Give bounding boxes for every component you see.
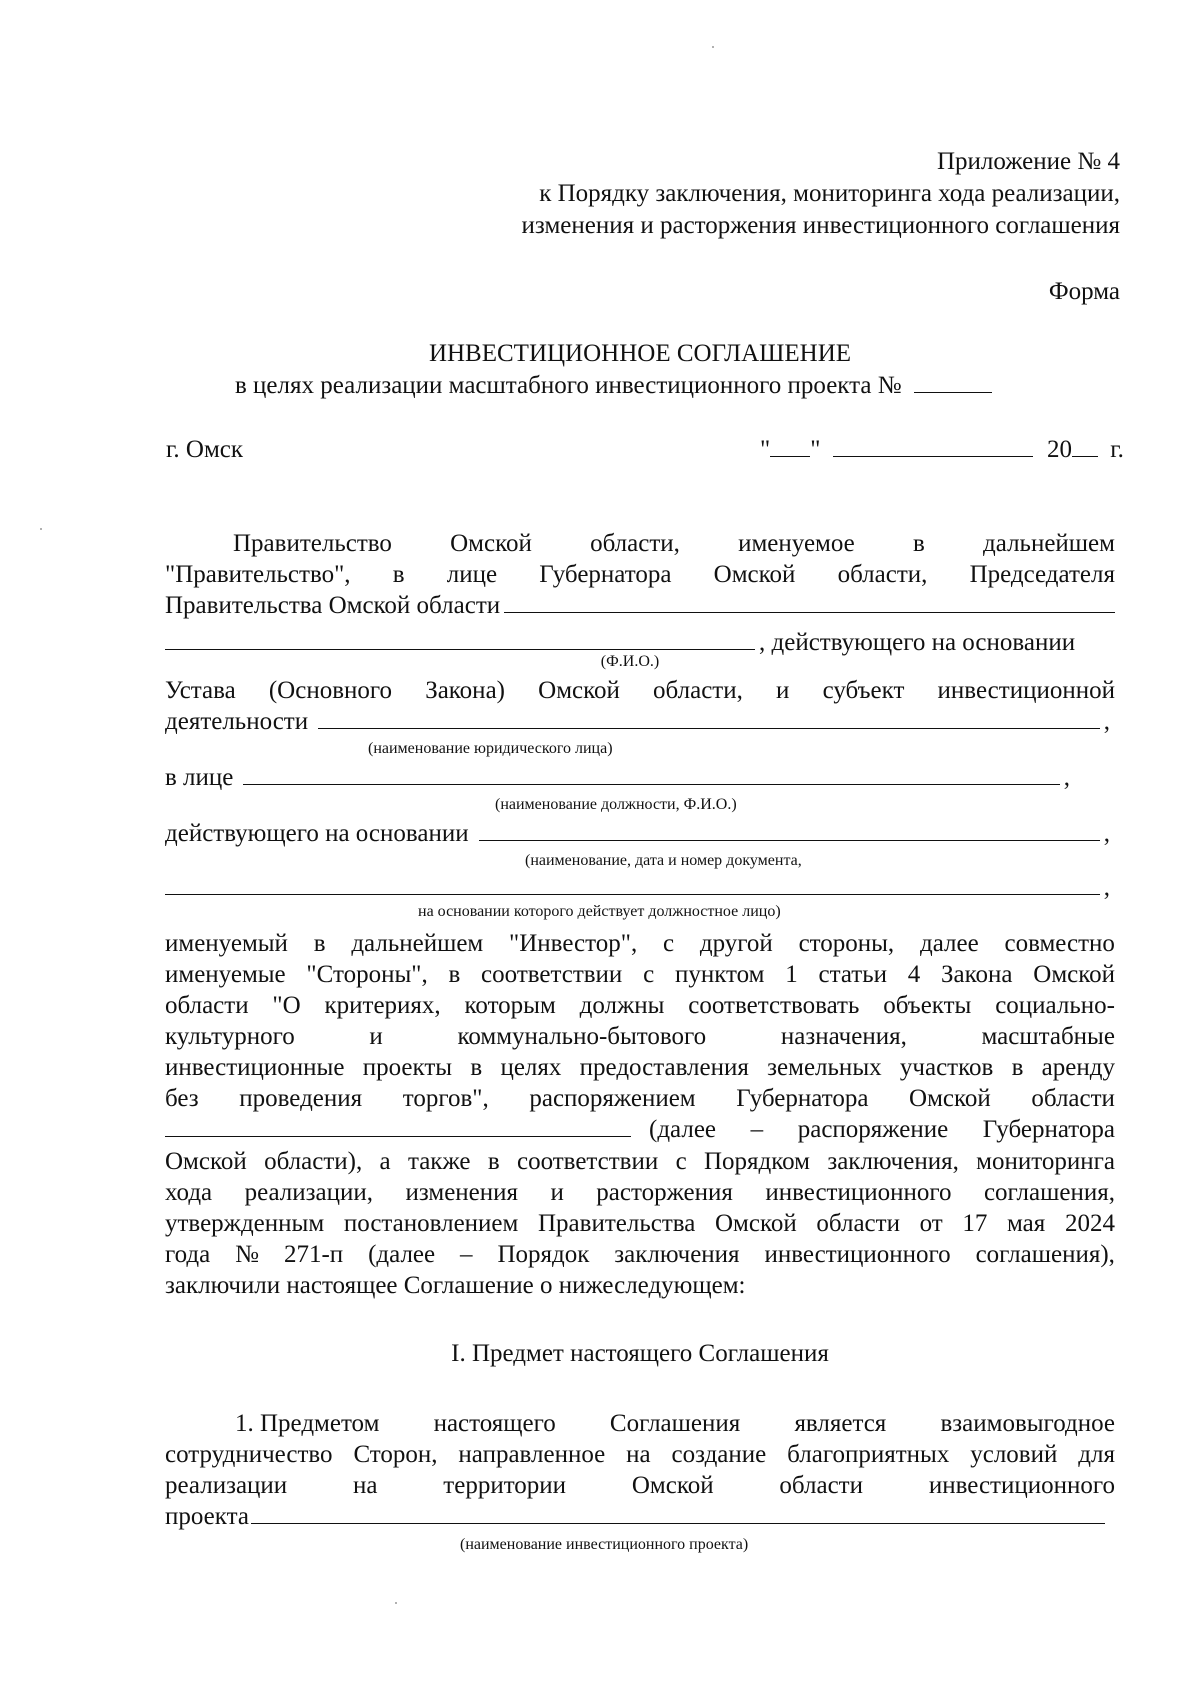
- word: 271-п: [283, 1241, 344, 1268]
- project-number-blank: [914, 370, 992, 393]
- body-line: [165, 1208, 1115, 1239]
- document-blank-2: [165, 872, 1100, 895]
- word: №: [235, 1241, 260, 1268]
- word: расторжения: [596, 1179, 733, 1206]
- acting-basis-label: действующего на основании: [165, 820, 469, 847]
- word: Устава: [165, 677, 236, 704]
- word: (далее: [368, 1241, 436, 1268]
- word: мая: [1007, 1210, 1046, 1237]
- project-name-blank: [251, 1501, 1105, 1524]
- word: области,: [837, 561, 928, 588]
- appendix-reference-line-2: изменения и расторжения инвестиционного соглашения: [521, 212, 1120, 239]
- word: далее: [919, 930, 979, 957]
- word: земельных: [767, 1054, 882, 1081]
- word: с: [643, 961, 655, 988]
- word: объекты: [883, 992, 972, 1019]
- word: "О: [272, 992, 301, 1019]
- year-suffix: г.: [1110, 436, 1124, 463]
- word: соответствии: [481, 961, 623, 988]
- word: Омской: [909, 1085, 991, 1112]
- word: и: [369, 1023, 383, 1050]
- word: постановлением: [343, 1210, 519, 1237]
- word: области),: [264, 1148, 363, 1175]
- chairman-name-blank: [504, 590, 1115, 613]
- word: которым: [464, 992, 556, 1019]
- document-blank: [479, 818, 1100, 841]
- represented-by-label: в лице: [165, 764, 234, 791]
- word: области: [779, 1472, 863, 1499]
- word: (Основного: [268, 677, 393, 704]
- parties-line-6: [165, 706, 1110, 737]
- word: области: [1031, 1085, 1115, 1112]
- word: Закона): [425, 677, 505, 704]
- fio-blank: [165, 627, 755, 650]
- body-line: [165, 928, 1115, 959]
- word: именуемые: [165, 961, 286, 988]
- comma: ,: [1103, 708, 1110, 735]
- word: в: [913, 530, 925, 557]
- appendix-number: Приложение № 4: [936, 148, 1120, 175]
- word: соглашения),: [975, 1241, 1115, 1268]
- word: социально-: [995, 992, 1115, 1019]
- word: проекты: [362, 1054, 453, 1081]
- caption-fio: (Ф.И.О.): [600, 653, 660, 670]
- word: совместно: [1004, 930, 1115, 957]
- word: мониторинга: [976, 1148, 1115, 1175]
- word: Губернатора: [539, 561, 672, 588]
- word: на: [353, 1472, 378, 1499]
- word: 2024: [1064, 1210, 1115, 1237]
- word: Омской: [450, 530, 532, 557]
- parties-line-1: [165, 528, 1115, 559]
- word: дальнейшем: [983, 530, 1115, 557]
- word: от: [919, 1210, 943, 1237]
- legal-entity-blank: [318, 706, 1100, 729]
- word: в: [448, 961, 461, 988]
- word: статьи: [818, 961, 887, 988]
- word: аренду: [1041, 1054, 1115, 1081]
- month-blank: [833, 434, 1033, 457]
- scan-speck: [395, 1602, 397, 1604]
- parties-line-2: [165, 559, 1115, 590]
- caption-document-2: на основании которого действует должностное лицо): [418, 903, 781, 920]
- word: масштабные: [981, 1023, 1115, 1050]
- position-blank: [243, 762, 1059, 785]
- subtitle-text: в целях реализации масштабного инвестиционного проекта №: [235, 372, 902, 399]
- word: соответствовать: [688, 992, 860, 1019]
- word: субъект: [822, 677, 905, 704]
- comma: ,: [1103, 820, 1110, 847]
- word: –: [460, 1241, 473, 1268]
- word: распоряжение: [797, 1116, 949, 1143]
- word: проведения: [239, 1085, 363, 1112]
- parties-line-5: [165, 675, 1115, 706]
- scan-speck: [712, 46, 714, 48]
- word: инвестиционные: [165, 1054, 345, 1081]
- body-line: [165, 1021, 1115, 1052]
- year-blank: [1072, 434, 1098, 457]
- word: "Инвестор",: [509, 930, 638, 957]
- word: Порядок: [497, 1241, 590, 1268]
- word: пунктом: [674, 961, 765, 988]
- body-line-7: [165, 1114, 1115, 1145]
- word: коммунально-бытового: [457, 1023, 707, 1050]
- word: реализации,: [244, 1179, 374, 1206]
- quote-close: ": [810, 436, 821, 463]
- word: лице: [446, 561, 498, 588]
- word: дальнейшем: [351, 930, 484, 957]
- comma: ,: [1103, 874, 1110, 901]
- word: культурного: [165, 1023, 295, 1050]
- word: заключения: [614, 1241, 740, 1268]
- body-line: [165, 959, 1115, 990]
- section-1-line-4: [165, 1501, 1105, 1532]
- word: критериях,: [324, 992, 441, 1019]
- word: стороны,: [798, 930, 895, 957]
- word: Соглашения: [609, 1410, 741, 1437]
- word: в: [313, 930, 326, 957]
- word: сотрудничество: [165, 1441, 333, 1468]
- caption-document: (наименование, дата и номер документа,: [525, 852, 802, 869]
- word: Омской: [714, 1210, 797, 1237]
- word: Омской: [165, 1148, 247, 1175]
- word: торгов",: [402, 1085, 489, 1112]
- year-prefix: 20: [1046, 436, 1072, 463]
- word: настоящего: [433, 1410, 556, 1437]
- scan-speck: [40, 528, 42, 530]
- word: с: [675, 1148, 687, 1175]
- body-line: [165, 1177, 1115, 1208]
- word: Правительства: [538, 1210, 696, 1237]
- word: инвестиционного: [928, 1472, 1115, 1499]
- section-1-line-1: [165, 1408, 1115, 1439]
- word: заключения,: [827, 1148, 959, 1175]
- activity-label: деятельности: [165, 708, 309, 735]
- word: без: [165, 1085, 199, 1112]
- word: а: [379, 1148, 391, 1175]
- appendix-reference-line-1: к Порядку заключения, мониторинга хода реализации,: [539, 180, 1120, 207]
- word: инвестиционной: [937, 677, 1115, 704]
- parties-line-7: [165, 762, 1070, 793]
- word: утвержденным: [165, 1210, 325, 1237]
- quote-open: ": [760, 436, 771, 463]
- word: в: [470, 1054, 483, 1081]
- word: "Правительство",: [165, 561, 351, 588]
- word: Омской: [538, 677, 620, 704]
- parties-line-3: [165, 590, 1115, 621]
- section-1-title: I. Предмет настоящего Соглашения: [451, 1340, 829, 1367]
- document-subtitle: [235, 370, 992, 401]
- caption-legal-entity: (наименование юридического лица): [368, 740, 613, 757]
- word: взаимовыгодное: [940, 1410, 1115, 1437]
- word: области,: [653, 677, 743, 704]
- word: изменения: [405, 1179, 519, 1206]
- word: в: [392, 561, 405, 588]
- word: также: [407, 1148, 471, 1175]
- word: в: [487, 1148, 500, 1175]
- word: области: [816, 1210, 900, 1237]
- word: года: [165, 1241, 211, 1268]
- word: –: [750, 1116, 764, 1143]
- word: (далее: [649, 1116, 717, 1143]
- word: с: [662, 930, 675, 957]
- word: Порядком: [704, 1148, 810, 1175]
- parties-line-8: [165, 818, 1110, 849]
- form-label: Форма: [1048, 278, 1120, 305]
- word: создание: [671, 1441, 767, 1468]
- body-line: [165, 990, 1115, 1021]
- word: области: [165, 992, 249, 1019]
- word: целях: [500, 1054, 562, 1081]
- body-line: [165, 1083, 1115, 1114]
- word: хода: [165, 1179, 213, 1206]
- word: Правительство: [233, 530, 392, 557]
- acting-basis-text: , действующего на основании: [759, 629, 1076, 656]
- word: территории: [443, 1472, 567, 1499]
- word: инвестиционного: [764, 1241, 951, 1268]
- word: инвестиционного: [765, 1179, 952, 1206]
- body-line: [165, 1239, 1115, 1270]
- government-label: Правительства Омской области: [165, 592, 501, 619]
- word: Губернатора: [736, 1085, 869, 1112]
- word: Закона: [941, 961, 1013, 988]
- word: 1. Предметом: [235, 1410, 380, 1437]
- body-line: [165, 1146, 1115, 1177]
- caption-project-name: (наименование инвестиционного проекта): [460, 1536, 749, 1553]
- word: соответствии: [516, 1148, 659, 1175]
- section-1-line-3: [165, 1470, 1115, 1501]
- word: области,: [590, 530, 680, 557]
- word: для: [1078, 1441, 1115, 1468]
- caption-position: (наименование должности, Ф.И.О.): [495, 796, 737, 813]
- word: Председателя: [969, 561, 1115, 588]
- word: должны: [579, 992, 665, 1019]
- word: 4: [907, 961, 921, 988]
- document-title: ИНВЕСТИЦИОННОЕ СОГЛАШЕНИЕ: [428, 340, 852, 367]
- city: г. Омск: [166, 436, 244, 463]
- word: в: [1011, 1054, 1024, 1081]
- word: другой: [699, 930, 773, 957]
- word: реализации: [165, 1472, 288, 1499]
- word: предоставления: [579, 1054, 749, 1081]
- word: именуемый: [165, 930, 288, 957]
- word: на: [626, 1441, 651, 1468]
- word: распоряжением: [529, 1085, 696, 1112]
- word: является: [794, 1410, 887, 1437]
- word: благоприятных: [787, 1441, 950, 1468]
- word: назначения,: [780, 1023, 907, 1050]
- parties-line-9: [165, 872, 1110, 903]
- word: 17: [962, 1210, 988, 1237]
- word: и: [776, 677, 790, 704]
- word: Сторон,: [353, 1441, 438, 1468]
- day-blank: [770, 434, 810, 457]
- word: направленное: [458, 1441, 606, 1468]
- word: "Стороны",: [306, 961, 428, 988]
- word: Омской: [713, 561, 796, 588]
- comma: ,: [1063, 764, 1070, 791]
- section-1-line-2: [165, 1439, 1115, 1470]
- order-blank: [165, 1114, 631, 1137]
- word: 1: [785, 961, 798, 988]
- word: участков: [899, 1054, 994, 1081]
- date-line: [760, 434, 1124, 465]
- body-last-line: заключили настоящее Соглашение о нижеследующем:: [165, 1272, 746, 1299]
- project-label: проекта: [165, 1503, 249, 1530]
- word: именуемое: [738, 530, 855, 557]
- body-line: [165, 1052, 1115, 1083]
- word: Губернатора: [982, 1116, 1115, 1143]
- word: соглашения,: [983, 1179, 1115, 1206]
- word: Омской: [631, 1472, 714, 1499]
- word: условий: [970, 1441, 1058, 1468]
- word: и: [550, 1179, 564, 1206]
- word: Омской: [1033, 961, 1115, 988]
